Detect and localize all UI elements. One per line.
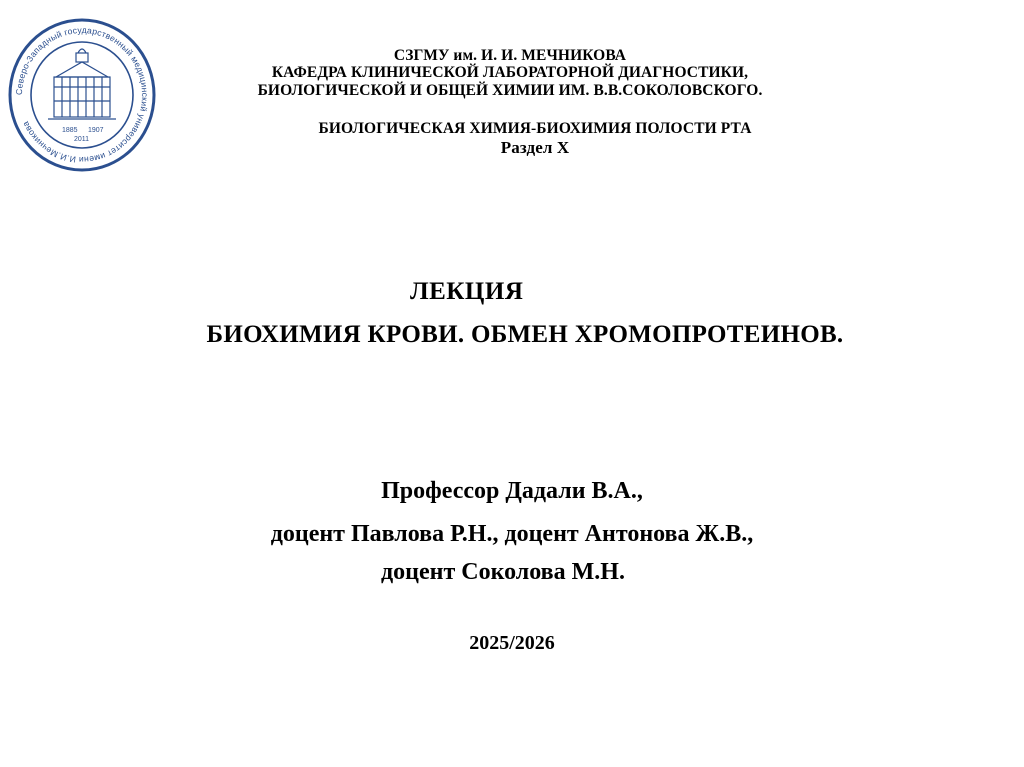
building-icon <box>48 49 116 119</box>
lecture-label: ЛЕКЦИЯ <box>410 278 524 305</box>
university-seal-icon <box>6 15 158 175</box>
course-title: БИОЛОГИЧЕСКАЯ ХИМИЯ-БИОХИМИЯ ПОЛОСТИ РТА <box>318 120 752 137</box>
lecture-title: БИОХИМИЯ КРОВИ. ОБМЕН ХРОМОПРОТЕИНОВ. <box>206 321 844 348</box>
author-line-3: доцент Соколова М.Н. <box>381 559 625 585</box>
svg-text:Северо-Западный государственны <box>14 25 150 165</box>
header-department-line2: БИОЛОГИЧЕСКОЙ И ОБЩЕЙ ХИМИИ ИМ. В.В.СОКОЛОВСКОГО. <box>257 82 763 99</box>
seal-year-2: 1907 <box>88 127 104 134</box>
academic-year: 2025/2026 <box>469 632 555 654</box>
section-label: Раздел X <box>500 138 570 157</box>
seal-ring-text: Северо-Западный государственный медицинский университет имени И.И.Мечникова <box>13 24 151 166</box>
author-line-1: Профессор Дадали В.А., <box>381 478 643 504</box>
seal-year-3: 2011 <box>74 136 90 143</box>
seal-year-1: 1885 <box>62 127 78 134</box>
author-line-2: доцент Павлова Р.Н., доцент Антонова Ж.В., <box>270 521 754 547</box>
header-university: СЗГМУ им. И. И. МЕЧНИКОВА <box>393 47 627 64</box>
header-department-line1: КАФЕДРА КЛИНИЧЕСКОЙ ЛАБОРАТОРНОЙ ДИАГНОСТИКИ, <box>271 64 749 81</box>
